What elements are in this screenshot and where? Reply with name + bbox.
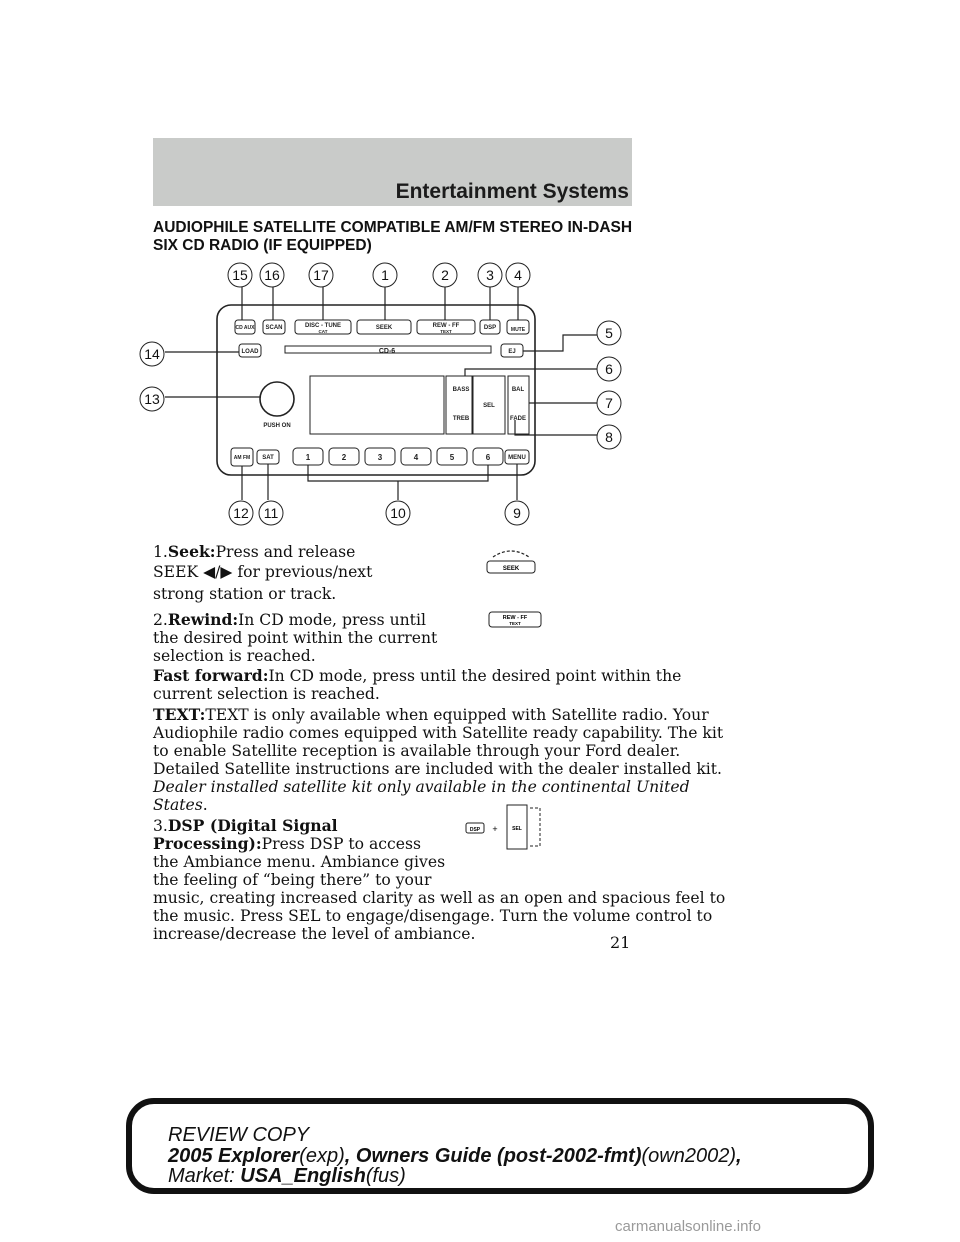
cd6-label: CD-6 [378,348,396,355]
preset-3-label: 3 [377,453,383,462]
section-header: Entertainment Systems [395,180,629,203]
seek-forward-icon: ▶ [220,563,233,581]
push-on-label: PUSH ON [263,423,291,429]
rew-ff-icon-label: REW - FF [502,615,528,621]
sel-icon-label: SEL [512,826,522,832]
rewind-line-1: 2.Rewind:In CD mode, press until [153,610,426,629]
preset-2-label: 2 [341,453,347,462]
ff-line-2: current selection is reached. [153,685,380,703]
footer-line-1: REVIEW COPY [168,1124,310,1146]
callout-11: 11 [263,505,279,521]
preset-1-label: 1 [305,453,311,462]
dsp-line-1: 3.DSP (Digital Signal [153,816,338,835]
seek-button-icon [485,547,537,577]
seek-line-1: 1.Seek:Press and release [153,542,356,561]
page-number: 21 [610,933,631,952]
callout-8: 8 [605,429,613,445]
text-line-2: Audiophile radio comes equipped with Satellite ready capability. The kit [153,724,724,742]
callout-7: 7 [605,395,613,411]
treb-label: TREB [452,416,470,422]
text-line-3: to enable Satellite reception is available through your Ford dealer. [153,742,681,760]
dsp-icon-label: DSP [469,827,481,833]
rew-ff-button-icon [487,610,543,630]
text-label: TEXT [440,329,452,334]
dsp-line-5: music, creating increased clarity as well as an open and spacious feel to [153,889,726,907]
callout-3: 3 [486,267,494,283]
watermark: carmanualsonline.info [615,1218,761,1235]
dsp-line-2: Processing):Press DSP to access [153,834,422,853]
sat-button-label: SAT [262,455,274,461]
seek-line-3: strong station or track. [153,585,337,603]
bal-label: BAL [511,387,525,393]
dsp-line-6: the music. Press SEL to engage/disengage. Turn the volume control to [153,907,713,925]
disc-tune-button-label: DISC - TUNE [305,323,341,329]
load-button-label: LOAD [241,349,259,355]
callout-1: 1 [381,267,389,283]
dsp-line-3: the Ambiance menu. Ambiance gives [153,853,446,871]
callout-15: 15 [232,267,248,283]
seek-icon-label: SEEK [502,566,520,572]
preset-6-label: 6 [485,453,491,462]
rewind-line-3: selection is reached. [153,647,316,665]
page-title: AUDIOPHILE SATELLITE COMPATIBLE AM/FM STEREO IN-DASH SIX CD RADIO (IF EQUIPPED) [153,219,633,254]
callout-2: 2 [441,267,449,283]
text-line-6: States. [153,796,208,814]
dsp-line-4: the feeling of “being there” to your [153,871,432,889]
callout-12: 12 [233,505,249,521]
am-fm-button-label: AM FM [233,455,251,461]
cat-label: CAT [318,329,328,334]
mute-button-label: MUTE [510,327,526,333]
radio-display [310,376,444,434]
callout-16: 16 [264,267,280,283]
callout-6: 6 [605,361,613,377]
text-icon-label: TEXT [509,621,521,626]
dsp-button-label: DSP [483,325,497,331]
text-line-5: Dealer installed satellite kit only available in the continental United [153,778,690,796]
preset-4-label: 4 [413,453,419,462]
seek-line-2: SEEK ◀/▶ for previous/next [153,563,373,581]
ej-button-label: EJ [508,349,516,355]
seek-back-icon: ◀ [203,563,216,581]
cd-aux-button-label: CD AUX [235,325,255,331]
callout-4: 4 [514,267,522,283]
text-line-4: Detailed Satellite instructions are included with the dealer installed kit. [153,760,723,778]
callout-17: 17 [313,267,329,283]
dsp-sel-icon [460,802,550,854]
callout-9: 9 [513,505,521,521]
rew-ff-button-label: REW - FF [432,323,460,329]
text-line-1: TEXT:TEXT is only available when equipped with Satellite radio. Your [153,705,709,724]
preset-5-label: 5 [449,453,455,462]
menu-button-label: MENU [508,455,526,461]
plus-sign: + [492,824,498,834]
ff-line-1: Fast forward:In CD mode, press until the desired point within the [153,666,682,685]
bass-label: BASS [452,387,470,393]
footer-line-2: 2005 Explorer(exp), Owners Guide (post-2002-fmt)(own2002), [168,1145,742,1167]
fade-label: FADE [509,416,527,422]
sel-label: SEL [483,403,495,409]
callout-14: 14 [144,346,160,362]
radio-diagram [125,255,635,535]
rewind-line-2: the desired point within the current [153,629,438,647]
volume-knob [260,382,294,416]
callout-13: 13 [144,391,160,407]
callout-5: 5 [605,325,613,341]
footer-line-3: Market: USA_English(fus) [168,1165,406,1187]
dsp-line-7: increase/decrease the level of ambiance. [153,925,476,943]
scan-button-label: SCAN [265,325,283,331]
seek-button-label: SEEK [375,325,393,331]
callout-10: 10 [390,505,406,521]
